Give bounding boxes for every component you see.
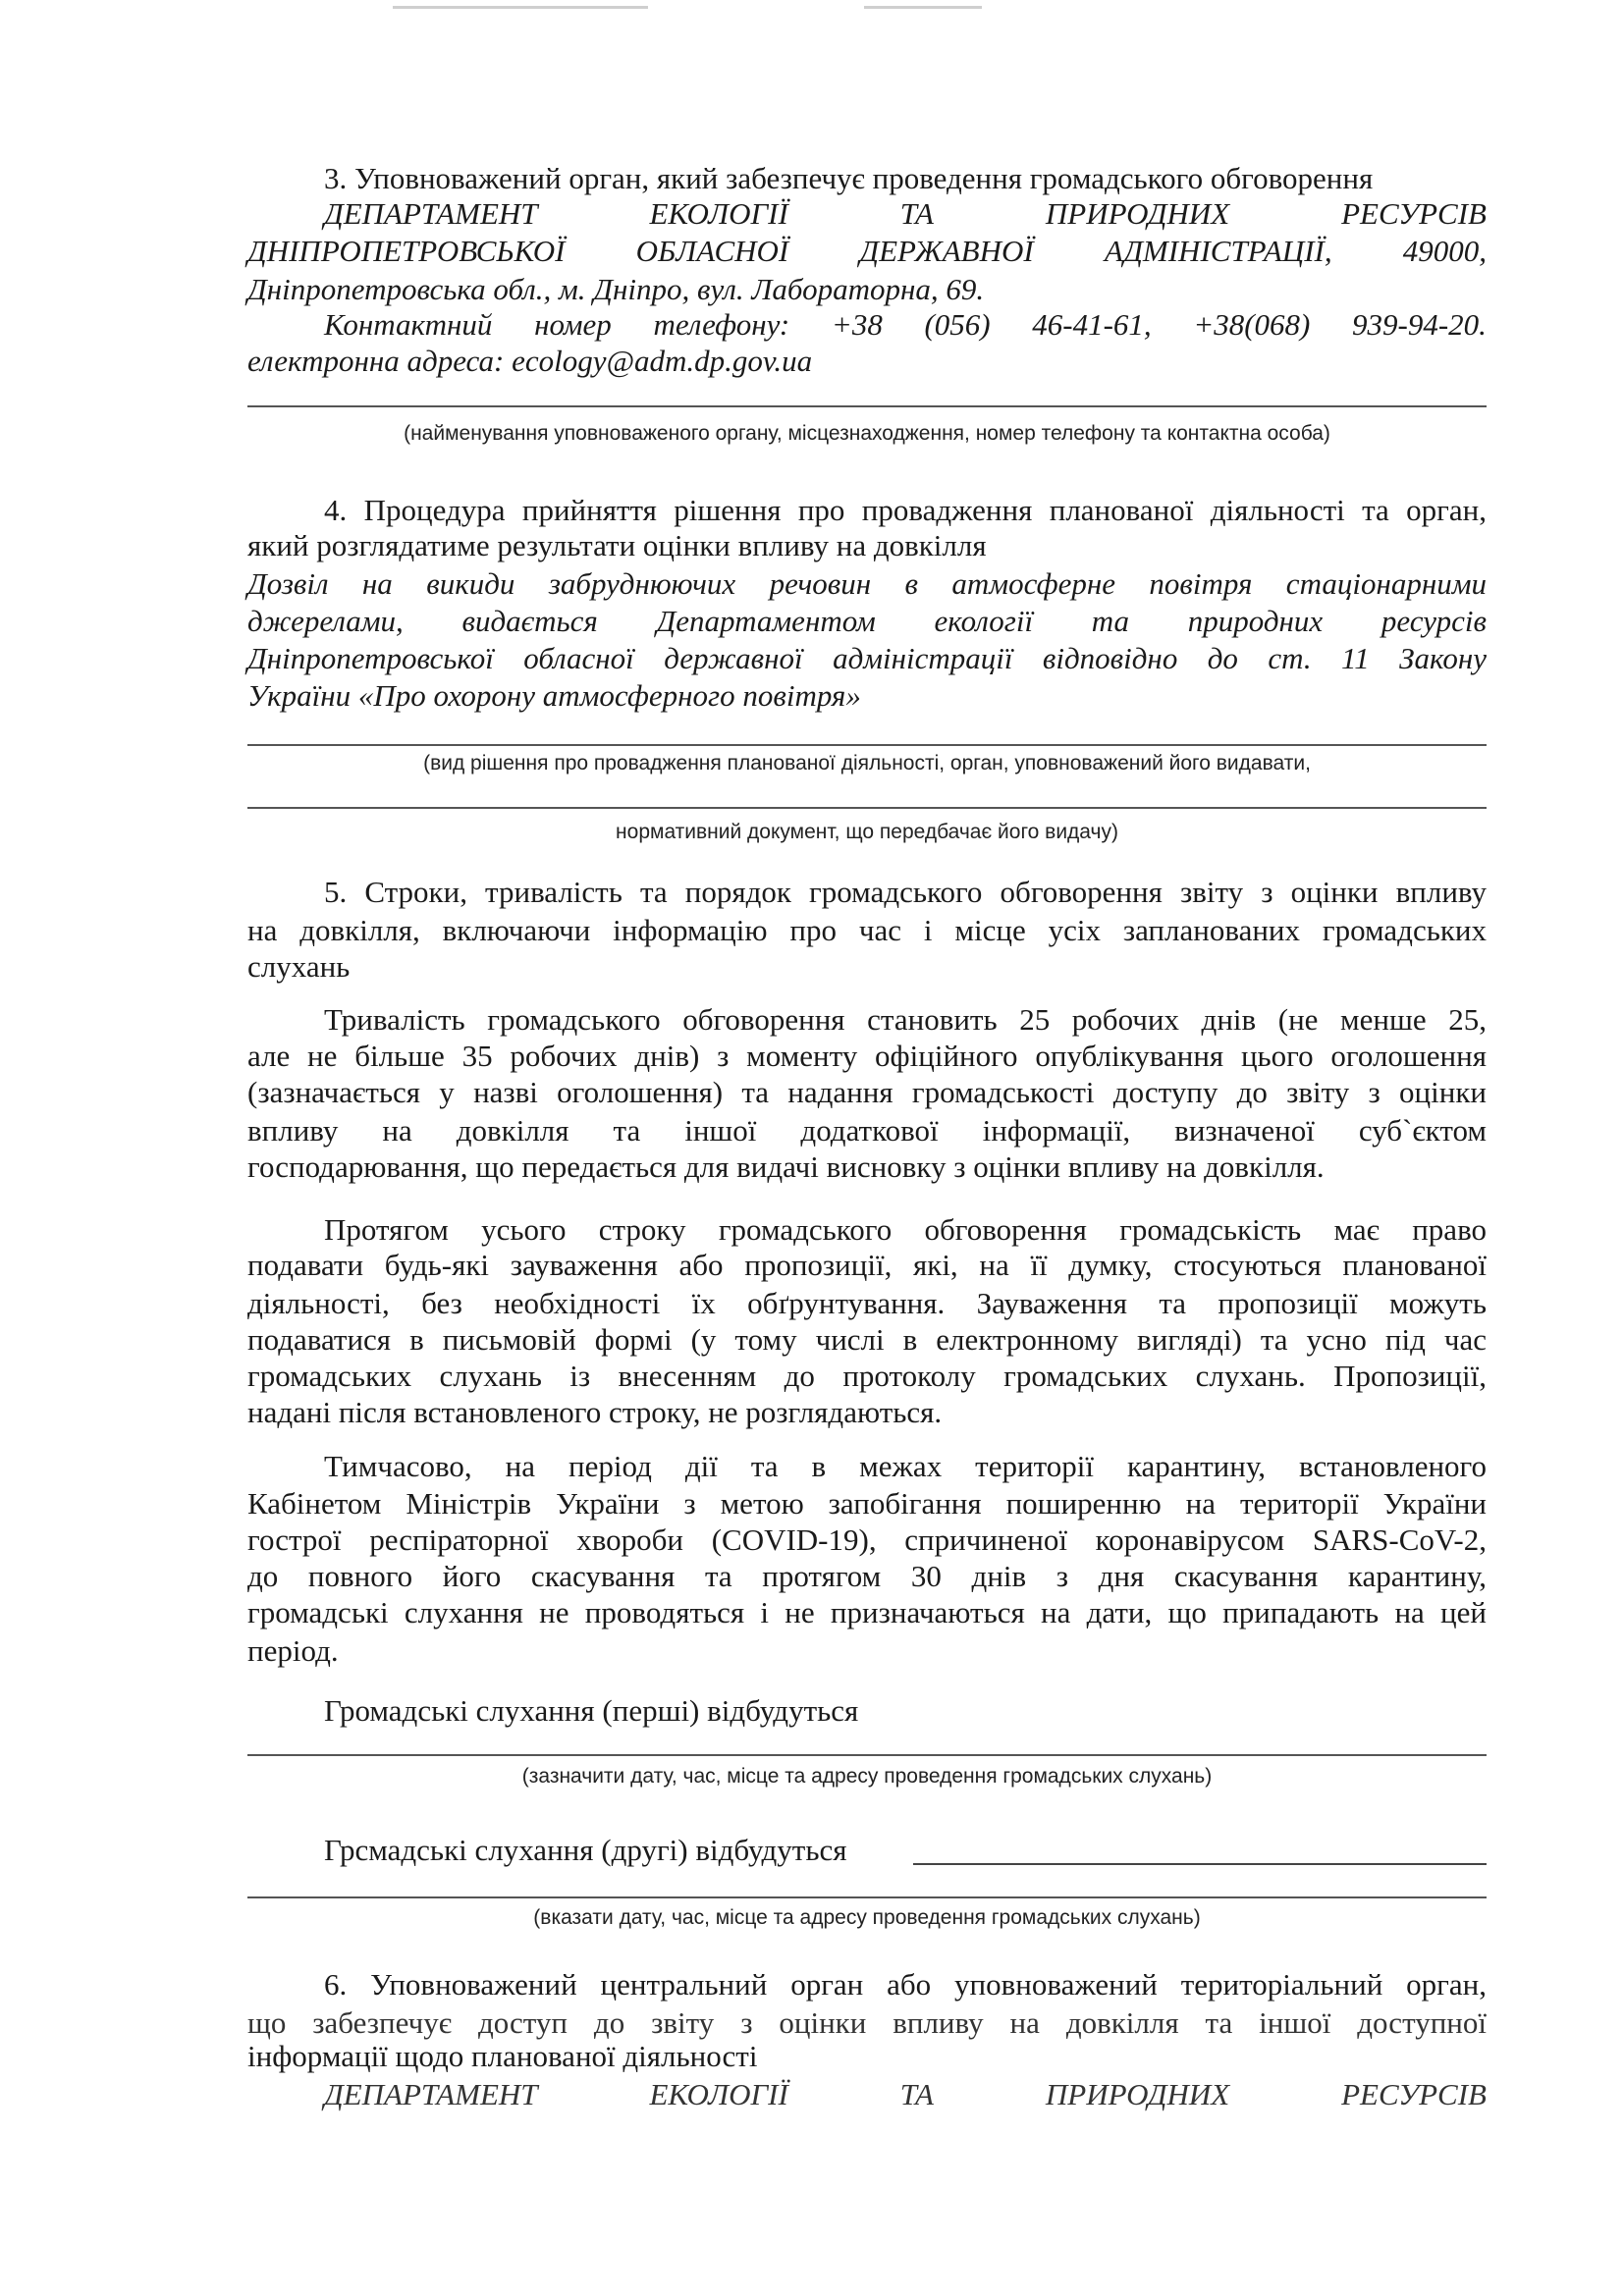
phone-word: телефону:	[653, 307, 790, 342]
section6-heading-line: 6. Уповноважений центральний орган або уповноважений територіальний орган,	[324, 1967, 1487, 2002]
org-word: ЕКОЛОГІЇ	[649, 2077, 788, 2111]
section3-heading: 3. Уповноважений орган, який забезпечує проведення громадського обговорення	[324, 161, 1374, 195]
section3-email: електронна адреса: ecology@adm.dp.gov.ua	[247, 344, 813, 378]
org-word: ПРИРОДНИХ	[1045, 196, 1230, 231]
scan-artifact	[864, 6, 982, 9]
rights-line: надані після встановленого строку, не розглядаються.	[247, 1395, 943, 1429]
org-word: АДМІНІСТРАЦІЇ,	[1104, 234, 1332, 268]
section4-body-line: джерелами, видається Департаментом екології та природних ресурсів	[247, 604, 1487, 638]
org-word: ДЕРЖАВНОЇ	[859, 234, 1034, 268]
duration-line: Тривалість громадського обговорення становить 25 робочих днів (не менше 25,	[324, 1002, 1487, 1037]
rights-line: громадських слухань із внесенням до протоколу громадських слухань. Пропозиції,	[247, 1359, 1487, 1393]
phone-word: +38	[831, 307, 883, 342]
org-word: РЕСУРСІВ	[1341, 2077, 1487, 2111]
quarantine-line: до повного його скасування та протягом 30 днів з дня скасування карантину,	[247, 1559, 1487, 1593]
quarantine-line: Кабінетом Міністрів України з метою запобігання поширенню на території України	[247, 1486, 1487, 1521]
org-word: РЕСУРСІВ	[1341, 196, 1487, 231]
section4-body-line: Дозвіл на викиди забруднюючих речовин в атмосферне повітря стаціонарними	[247, 566, 1487, 601]
org-word: ДНІПРОПЕТРОВСЬКОЇ	[247, 234, 566, 268]
section4-heading-line2: який розглядатиме результати оцінки впливу на довкілля	[247, 528, 987, 562]
section5-heading-line: слухань	[247, 949, 351, 984]
hearing2-inline-blank[interactable]	[913, 1863, 1487, 1865]
org-word: ДЕПАРТАМЕНТ	[324, 2077, 538, 2111]
org-word: 49000,	[1402, 234, 1487, 268]
quarantine-line: громадські слухання не проводяться і не призначаються на дати, що припадають на цей	[247, 1595, 1487, 1629]
hearing1-caption: (зазначити дату, час, місце та адресу проведення громадських слухань)	[521, 1765, 1213, 1788]
divider-rule	[247, 744, 1487, 746]
section6-org-line1	[324, 2077, 1487, 2112]
section6-heading-line: що забезпечує доступ до звіту з оцінки впливу на довкілля та іншої доступної	[247, 2005, 1487, 2040]
phone-word: 939-94-20.	[1352, 307, 1487, 342]
org-word: ДЕПАРТАМЕНТ	[324, 196, 538, 231]
quarantine-line: Тимчасово, на період дії та в межах території карантину, встановленого	[324, 1449, 1487, 1483]
divider-rule	[247, 807, 1487, 809]
duration-line: господарювання, що передається для видачі висновку з оцінки впливу на довкілля.	[247, 1149, 1325, 1184]
section4-caption2: нормативний документ, що передбачає його видачу)	[616, 821, 1118, 843]
section3-caption: (найменування уповноваженого органу, місцезнаходження, номер телефону та контактна особа)	[404, 422, 1330, 445]
phone-word: (056)	[924, 307, 991, 342]
quarantine-line: гострої респіраторної хвороби (COVID-19), спричиненої коронавірусом SARS-CoV-2,	[247, 1522, 1487, 1557]
section3-phone-line	[324, 307, 1487, 343]
hearing2-label: Грсмадські слухання (другі) відбудуться	[324, 1833, 847, 1867]
quarantine-line: період.	[247, 1633, 339, 1668]
divider-rule	[247, 405, 1487, 407]
section3-address: Дніпропетровська обл., м. Дніпро, вул. Лабораторна, 69.	[247, 272, 985, 306]
rights-line: подаватися в письмовій формі (у тому числі в електронному вигляді) та усно під час	[247, 1322, 1487, 1357]
hearing2-blank-line[interactable]	[247, 1896, 1487, 1898]
section5-heading-line: на довкілля, включаючи інформацію про час і місце усіх запланованих громадських	[247, 913, 1487, 947]
duration-line: впливу на довкілля та іншої додаткової інформації, визначеної суб`єктом	[247, 1113, 1487, 1148]
section4-heading-line1: 4. Процедура прийняття рішення про провадження планованої діяльності та орган,	[324, 493, 1487, 527]
rights-line: Протягом усього строку громадського обговорення громадськість має право	[324, 1212, 1487, 1247]
phone-word: номер	[534, 307, 612, 342]
duration-line: (зазначається у назві оголошення) та надання громадськості доступу до звіту з оцінки	[247, 1075, 1487, 1109]
org-word: ТА	[899, 196, 934, 231]
phone-word: 46-41-61,	[1032, 307, 1152, 342]
org-word: ПРИРОДНИХ	[1045, 2077, 1230, 2111]
section4-caption1: (вид рішення про провадження планованої діяльності, орган, уповноважений його видавати,	[423, 752, 1311, 774]
section4-body-line: України «Про охорону атмосферного повітря»	[247, 678, 861, 713]
org-word: ОБЛАСНОЇ	[635, 234, 789, 268]
section4-body-line: Дніпропетровської обласної державної адміністрації відповідно до ст. 11 Закону	[247, 641, 1487, 675]
section3-org-line2	[247, 234, 1487, 269]
rights-line: діяльності, без необхідності їх обґрунтування. Зауваження та пропозиції можуть	[247, 1286, 1487, 1320]
phone-word: +38(068)	[1193, 307, 1311, 342]
section5-heading-line: 5. Строки, тривалість та порядок громадського обговорення звіту з оцінки впливу	[324, 875, 1487, 909]
phone-word: Контактний	[324, 307, 493, 342]
hearing2-caption: (вказати дату, час, місце та адресу проведення громадських слухань)	[533, 1906, 1201, 1929]
org-word: ЕКОЛОГІЇ	[649, 196, 788, 231]
section3-org-line1	[324, 196, 1487, 232]
hearing1-label: Громадські слухання (перші) відбудуться	[324, 1693, 859, 1728]
hearing1-blank-line[interactable]	[247, 1754, 1487, 1756]
duration-line: але не більше 35 робочих днів) з моменту офіційного опублікування цього оголошення	[247, 1039, 1487, 1073]
rights-line: подавати будь-які зауваження або пропозиції, які, на її думку, стосуються планованої	[247, 1248, 1487, 1282]
org-word: ТА	[899, 2077, 934, 2111]
scan-artifact	[393, 6, 648, 9]
section6-heading-line: інформації щодо планованої діяльності	[247, 2039, 758, 2073]
